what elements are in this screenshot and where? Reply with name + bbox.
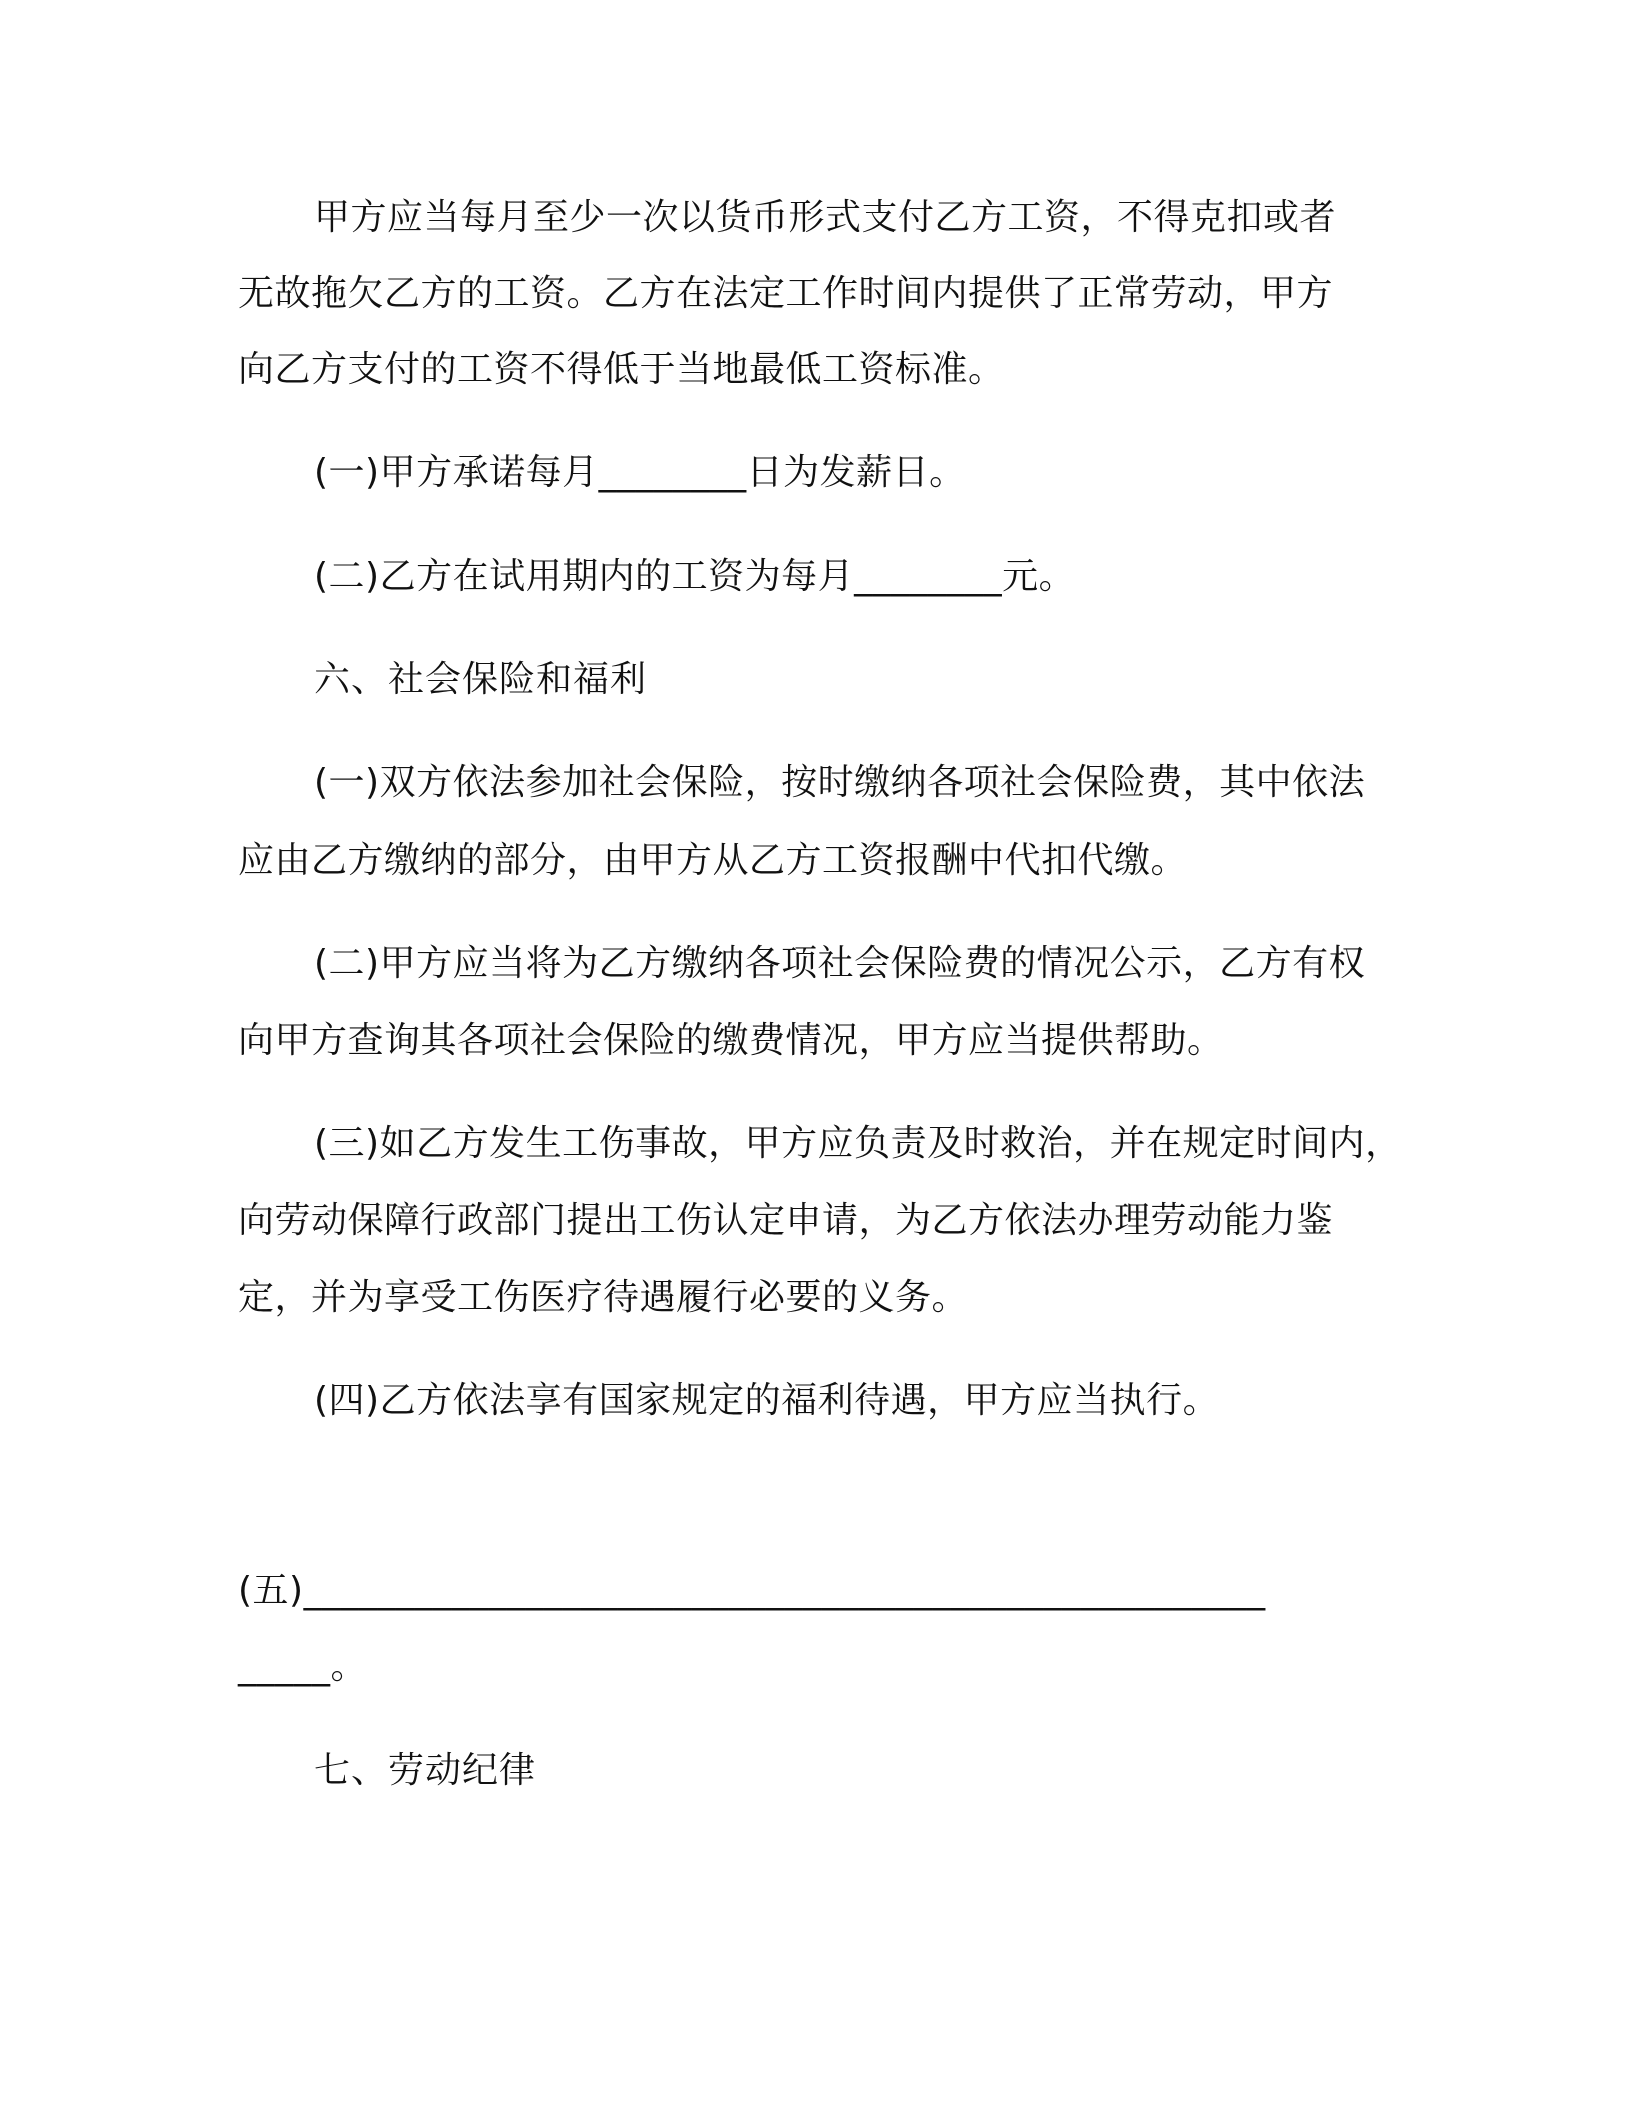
paragraph-line: 甲方应当每月至少一次以货币形式支付乙方工资，不得克扣或者 bbox=[314, 197, 1337, 238]
clause-line: 向劳动保障行政部门提出工伤认定申请，为乙方依法办理劳动能力鉴 bbox=[238, 1200, 1334, 1241]
section-heading: 七、劳动纪律 bbox=[314, 1750, 537, 1791]
paragraph-line: 无故拖欠乙方的工资。乙方在法定工作时间内提供了正常劳动，甲方 bbox=[238, 273, 1334, 314]
clause-line: (二)乙方在试用期内的工资为每月________元。 bbox=[314, 556, 1076, 597]
clause-line: (一)双方依法参加社会保险，按时缴纳各项社会保险费，其中依法 bbox=[314, 762, 1366, 803]
clause-line: (一)甲方承诺每月________日为发薪日。 bbox=[314, 452, 966, 493]
clause-line: 定，并为享受工伤医疗待遇履行必要的义务。 bbox=[238, 1277, 969, 1318]
blank-clause-line: _____。 bbox=[238, 1646, 368, 1687]
clause-line: (三)如乙方发生工伤事故，甲方应负责及时救治，并在规定时间内， bbox=[314, 1123, 1402, 1164]
clause-line: (四)乙方依法享有国家规定的福利待遇，甲方应当执行。 bbox=[314, 1380, 1220, 1421]
clause-line: (二)甲方应当将为乙方缴纳各项社会保险费的情况公示，乙方有权 bbox=[314, 943, 1366, 984]
paragraph-line: 向乙方支付的工资不得低于当地最低工资标准。 bbox=[238, 349, 1005, 390]
section-heading: 六、社会保险和福利 bbox=[314, 659, 648, 700]
blank-clause-line: (五)____________________________________________________ bbox=[238, 1570, 1266, 1611]
clause-line: 向甲方查询其各项社会保险的缴费情况，甲方应当提供帮助。 bbox=[238, 1020, 1224, 1061]
clause-line: 应由乙方缴纳的部分，由甲方从乙方工资报酬中代扣代缴。 bbox=[238, 840, 1188, 881]
